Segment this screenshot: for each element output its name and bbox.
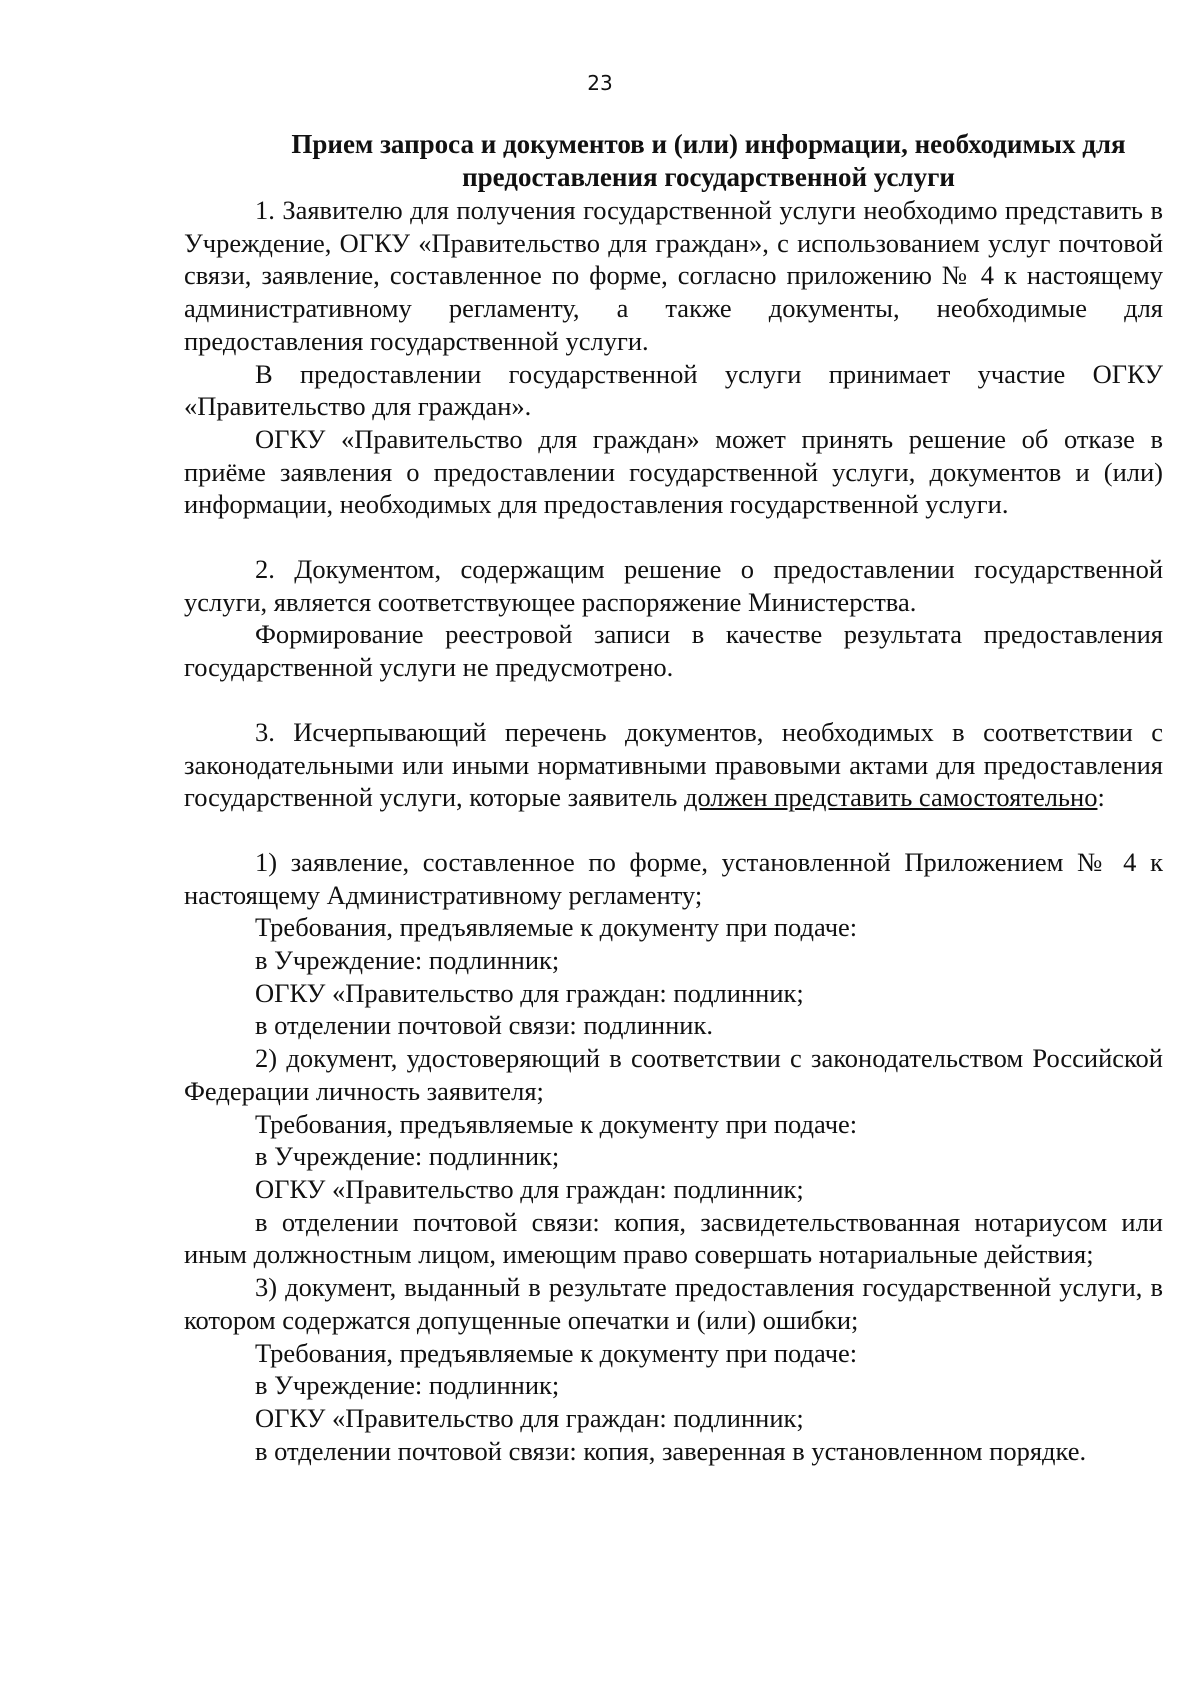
paragraph-1-2: В предоставлении государственной услуги принимает участие ОГКУ «Правительство для граждан». bbox=[184, 358, 1163, 422]
requirement-3-post: в отделении почтовой связи: копия, заверенная в установленном порядке. bbox=[255, 1435, 1087, 1466]
paragraph-1-1: 1. Заявителю для получения государственной услуги необходимо представить в Учреждение, ОГКУ «Правительство для граждан», с использованием услуг почтовой связи, заявление, составленное по форме, согласно приложению № 4 к настоящему административному регламенту, а также документы, необходимые для предоставления государственной услуги. bbox=[184, 195, 1163, 356]
paragraph-2-2: Формирование реестровой записи в качестве результата предоставления государственной услуги не предусмотрено. bbox=[184, 619, 1163, 683]
paragraph-2-1: 2. Документом, содержащим решение о предоставлении государственной услуги, является соответствующее распоряжение Министерства. bbox=[184, 554, 1163, 617]
intro-underlined-text: должен представить самостоятельно bbox=[684, 782, 1098, 813]
list-item-3: 3) документ, выданный в результате предоставления государственной услуги, в котором содержатся допущенные опечатки и (или) ошибки; bbox=[184, 1272, 1163, 1335]
page-number: 23 bbox=[587, 71, 613, 95]
document-body bbox=[184, 128, 1163, 1467]
paragraph-gap bbox=[184, 684, 1163, 716]
paragraph-gap bbox=[184, 521, 1163, 553]
requirements-heading-1: Требования, предъявляемые к документу при подаче: bbox=[255, 912, 858, 943]
requirement-2-post: в отделении почтовой связи: копия, засвидетельствованная нотариусом или иным должностным лицом, имеющим право совершать нотариальные действия; bbox=[184, 1206, 1163, 1270]
section-heading: Прием запроса и документов и (или) информации, необходимых для предоставления государственной услуги bbox=[291, 129, 1126, 192]
list-item-2: 2) документ, удостоверяющий в соответствии с законодательством Российской Федерации личность заявителя; bbox=[184, 1043, 1163, 1106]
requirement-1-institution: в Учреждение: подлинник; bbox=[255, 945, 560, 976]
requirement-3-ogku: ОГКУ «Правительство для граждан: подлинник; bbox=[255, 1402, 804, 1433]
intro-end: : bbox=[1097, 782, 1105, 813]
paragraph-gap bbox=[184, 814, 1163, 846]
requirement-2-ogku: ОГКУ «Правительство для граждан: подлинник; bbox=[255, 1173, 804, 1204]
requirements-heading-2: Требования, предъявляемые к документу при подаче: bbox=[255, 1108, 858, 1139]
intro-text: 3. Исчерпывающий перечень документов, необходимых в соответствии с законодательными или иными нормативными правовыми актами для предоставления государственной услуги, которые заявитель bbox=[184, 716, 1163, 813]
paragraph-1-3: ОГКУ «Правительство для граждан» может принять решение об отказе в приёме заявления о предоставлении государственной услуги, документов и (или) информации, необходимых для предоставления государственной услуги. bbox=[184, 423, 1163, 520]
requirements-heading-3: Требования, предъявляемые к документу при подаче: bbox=[255, 1337, 858, 1368]
requirement-3-institution: в Учреждение: подлинник; bbox=[255, 1370, 560, 1401]
list-item-1: 1) заявление, составленное по форме, установленной Приложением № 4 к настоящему Административному регламенту; bbox=[184, 846, 1163, 910]
requirement-2-institution: в Учреждение: подлинник; bbox=[255, 1141, 560, 1172]
requirement-1-ogku: ОГКУ «Правительство для граждан: подлинник; bbox=[255, 977, 804, 1008]
paragraph-3-intro bbox=[184, 716, 1163, 814]
requirement-1-post: в отделении почтовой связи: подлинник. bbox=[255, 1010, 713, 1041]
